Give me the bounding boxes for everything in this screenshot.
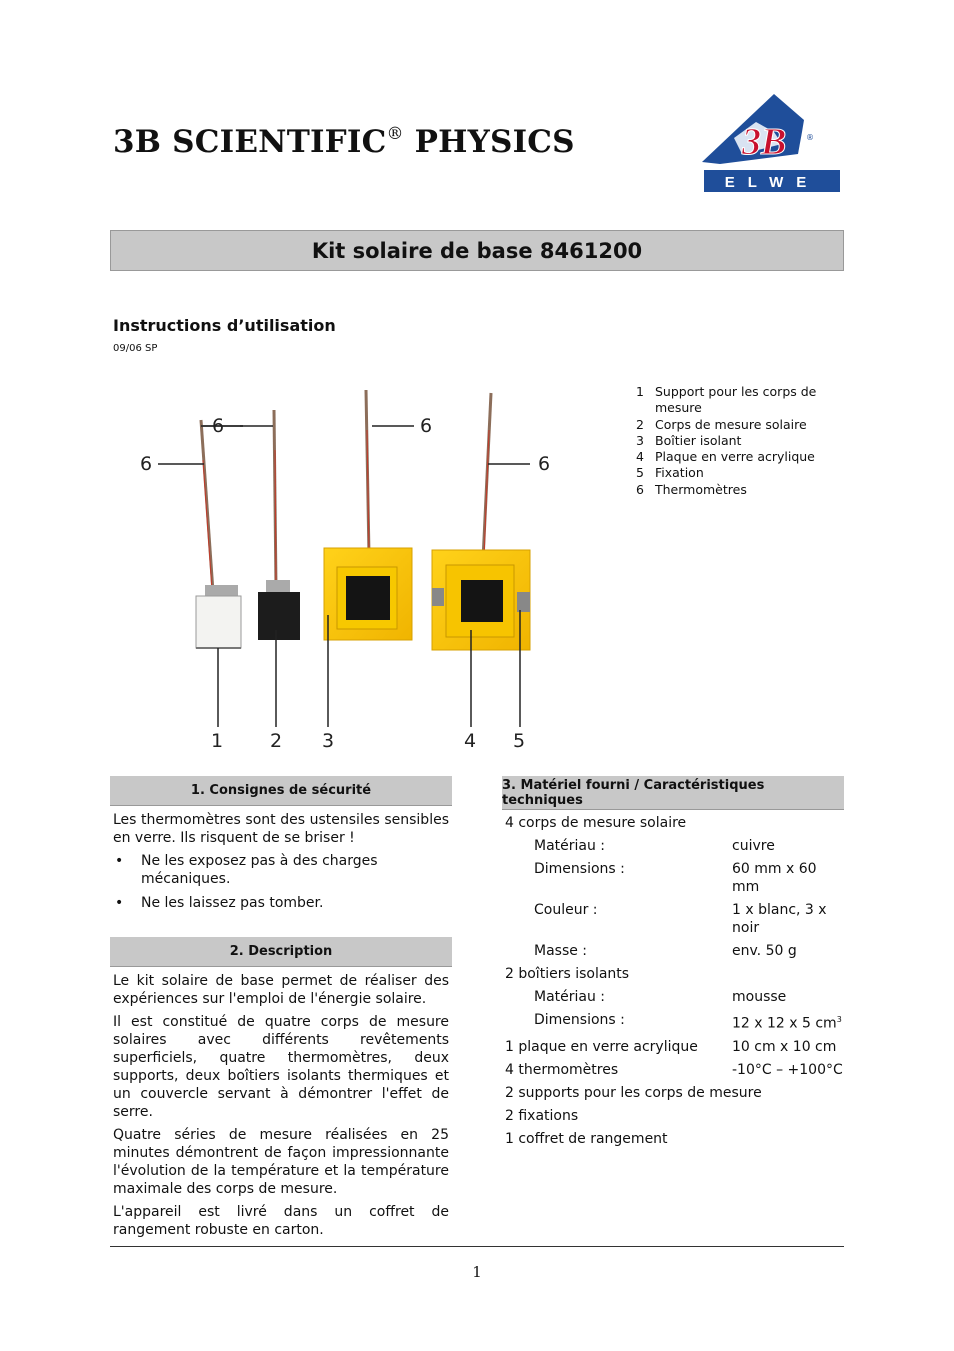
instructions-heading: Instructions d’utilisation bbox=[113, 316, 336, 335]
product-figure bbox=[130, 380, 570, 760]
callout-1: 1 bbox=[211, 730, 224, 752]
table-row: Couleur : 1 x blanc, 3 x noir bbox=[534, 902, 827, 936]
callout-6d: 6 bbox=[538, 453, 551, 475]
callout-6a: 6 bbox=[212, 415, 225, 437]
figure-legend bbox=[636, 384, 836, 498]
legend-item: 4 Plaque en verre acrylique bbox=[636, 449, 815, 465]
table-row: 4 corps de mesure solaire bbox=[505, 815, 687, 831]
elwe-logo bbox=[702, 94, 842, 194]
list-item: • Ne les laissez pas tomber. bbox=[115, 895, 324, 911]
white-measuring-body bbox=[196, 596, 241, 648]
section2-paragraph: Il est constitué de quatre corps de mesure solaires avec différents revêtements superficiels, quatre thermomètres, deux supports, deux boîtiers isolants thermiques et un couvercle servant à démontrer l'effet de serre. bbox=[113, 1014, 449, 1120]
callout-2: 2 bbox=[270, 730, 283, 752]
table-row: Dimensions : 12 x 12 x 5 $cm^3$ bbox=[534, 1012, 842, 1032]
table-row: 1 plaque en verre acrylique 10 cm x 10 cm bbox=[505, 1038, 837, 1055]
table-row: 4 thermomètres -10°C – +100°C bbox=[505, 1061, 843, 1078]
section2-body bbox=[113, 972, 449, 1244]
list-item: • Ne les exposez pas à des charges mécaniques. bbox=[115, 853, 378, 887]
callout-3: 3 bbox=[322, 730, 335, 752]
document-date: 09/06 SP bbox=[113, 343, 158, 354]
table-row: 2 supports pour les corps de mesure bbox=[505, 1084, 762, 1101]
document-title: Kit solaire de base 8461200 bbox=[110, 230, 844, 271]
legend-item: 5 Fixation bbox=[636, 465, 704, 481]
table-row: Masse : env. 50 g bbox=[534, 943, 797, 959]
section1-heading: 1. Consignes de sécurité bbox=[110, 776, 452, 806]
section2-heading: 2. Description bbox=[110, 937, 452, 967]
footer-divider bbox=[110, 1246, 844, 1247]
logo-3b-text: 3B bbox=[742, 121, 787, 163]
legend-item: 3 Boîtier isolant bbox=[636, 432, 742, 448]
legend-item: 1 Support pour les corps de mesure bbox=[636, 384, 817, 416]
table-row: Matériau : cuivre bbox=[534, 838, 775, 854]
black-measuring-body bbox=[258, 592, 300, 640]
materials-table bbox=[505, 814, 845, 1153]
table-row: Dimensions : 60 mm x 60 mm bbox=[534, 861, 817, 895]
callout-4: 4 bbox=[464, 730, 477, 752]
table-row: 2 fixations bbox=[505, 1107, 579, 1124]
section1-body bbox=[113, 811, 449, 918]
section2-paragraph: Quatre séries de mesure réalisées en 25 minutes démontrent de façon impressionnante l'évolution de la température et la température maximale des corps de mesure. bbox=[113, 1127, 449, 1197]
callout-6b: 6 bbox=[140, 453, 153, 475]
callout-5: 5 bbox=[513, 730, 526, 752]
page-number: 1 bbox=[472, 1263, 482, 1281]
logo-reg-mark: ® bbox=[806, 133, 814, 142]
section3-heading: 3. Matériel fourni / Caractéristiques techniques bbox=[502, 776, 844, 810]
legend-item: 2 Corps de mesure solaire bbox=[636, 416, 807, 432]
logo-elwe-text: ELWE bbox=[724, 174, 820, 191]
legend-item: 6 Thermomètres bbox=[636, 481, 747, 497]
table-row: 2 boîtiers isolants bbox=[505, 966, 630, 982]
table-row: 1 coffret de rangement bbox=[505, 1130, 668, 1147]
section1-paragraph: Les thermomètres sont des ustensiles sensibles en verre. Ils risquent de se briser ! bbox=[113, 812, 449, 846]
brand-title: 3B SCIENTIFIC® PHYSICS bbox=[113, 123, 575, 160]
table-row: Matériau : mousse bbox=[534, 989, 787, 1005]
section2-paragraph: Le kit solaire de base permet de réaliser des expériences sur l'emploi de l'énergie solaire. bbox=[113, 973, 449, 1007]
section2-paragraph: L'appareil est livré dans un coffret de rangement robuste en carton. bbox=[113, 1204, 449, 1238]
callout-6c: 6 bbox=[420, 415, 433, 437]
